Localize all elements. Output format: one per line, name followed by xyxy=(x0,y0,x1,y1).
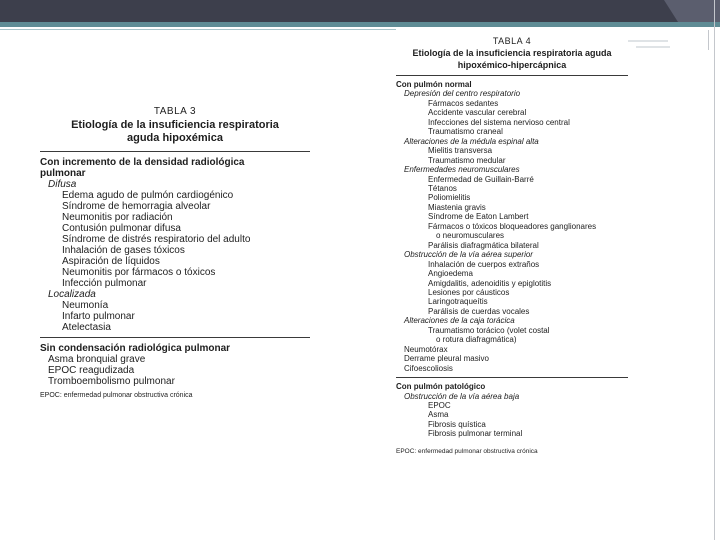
table-4-group-label: Enfermedades neuromusculares xyxy=(404,165,520,175)
table-3-difusa-item: Infección pulmonar xyxy=(62,278,147,289)
table-4-group-item: Parálisis diafragmática bilateral xyxy=(428,240,539,250)
table-4-group-item: Angioedema xyxy=(428,269,473,279)
table-4-group-item: Traumatismo medular xyxy=(428,155,506,165)
table-4-group-item: Miastenia gravis xyxy=(428,202,486,212)
table-3-section-1-line-1: Con incremento de la densidad radiológica xyxy=(40,157,245,168)
table-4-group-item: Traumatismo craneal xyxy=(428,127,503,137)
right-border-tick xyxy=(708,30,709,50)
table-3-section-2-item: Asma bronquial grave xyxy=(48,354,146,365)
table-3-section-2-item: EPOC reagudizada xyxy=(48,365,135,376)
table-3-difusa-item: Aspiración de líquidos xyxy=(62,256,160,267)
table-4-section-2-item: Asma xyxy=(428,410,449,420)
table-4-group-label: Alteraciones de la caja torácica xyxy=(404,316,515,326)
right-border-line xyxy=(714,0,715,540)
table-4-section-2-item: Fibrosis quística xyxy=(428,419,486,429)
table-3-difusa-item: Síndrome de distrés respiratorio del adulto xyxy=(62,234,251,245)
table-4-group-item: Amigdalitis, adenoiditis y epiglotitis xyxy=(428,278,552,288)
table-4-section-1-item: Derrame pleural masivo xyxy=(404,354,489,364)
table-4-section-1-item: Cifoescoliosis xyxy=(404,363,453,373)
table-4-section-2-group-label: Obstrucción de la vía aérea baja xyxy=(404,391,520,401)
table-4-section-2: Con pulmón patológico xyxy=(396,382,486,392)
table-3-title: TABLA 3 xyxy=(153,106,197,117)
table-4-group-item: o neuromusculares xyxy=(436,231,505,241)
table-3-difusa-item: Edema agudo de pulmón cardiogénico xyxy=(62,190,234,201)
deco-line-1 xyxy=(628,40,668,42)
table-3-localizada-label: Localizada xyxy=(48,289,96,300)
deco-line-2 xyxy=(636,46,670,48)
table-4 xyxy=(396,28,628,508)
table-4-group-item: Tétanos xyxy=(428,183,457,193)
table-4-group-item: Inhalación de cuerpos extraños xyxy=(428,259,540,269)
table-4-group-label: Obstrucción de la vía aérea superior xyxy=(404,250,533,260)
title-bar-notch xyxy=(664,0,678,22)
table-3-difusa-item: Neumonitis por radiación xyxy=(62,212,173,223)
title-bar xyxy=(0,0,720,22)
table-4-group-item: o rotura diafragmática) xyxy=(436,335,517,345)
table-4-title: TABLA 4 xyxy=(492,36,532,46)
table-3-difusa-label: Difusa xyxy=(48,179,77,190)
table-4-group-item: Lesiones por cáusticos xyxy=(428,287,510,297)
table-4-group-label: Alteraciones de la médula espinal alta xyxy=(404,136,539,146)
table-4-group-item: Traumatismo torácico (volet costal xyxy=(428,325,550,335)
table-4-subtitle-line-2: hipoxémico-hipercápnica xyxy=(457,60,567,70)
table-3-section-2-item: Tromboembolismo pulmonar xyxy=(48,376,175,387)
table-3-difusa-item: Contusión pulmonar difusa xyxy=(62,223,181,234)
table-3-localizada-item: Neumonía xyxy=(62,300,109,311)
table-3-localizada-item: Infarto pulmonar xyxy=(62,311,135,322)
table-4-group-item: Síndrome de Eaton Lambert xyxy=(428,212,529,222)
table-3 xyxy=(40,100,310,450)
table-3-localizada-item: Atelectasia xyxy=(62,322,111,333)
table-4-group-item: Fármacos o tóxicos bloqueadores ganglionares xyxy=(428,221,597,231)
table-4-group-item: Poliomielitis xyxy=(428,193,471,203)
table-3-difusa-item: Inhalación de gases tóxicos xyxy=(62,245,185,256)
table-3-section-2: Sin condensación radiológica pulmonar xyxy=(40,343,231,354)
table-4-group-item: Laringotraqueítis xyxy=(428,297,488,307)
table-4-subtitle-line-1: Etiología de la insuficiencia respiratoria aguda xyxy=(412,48,612,58)
table-3-subtitle-line-1: Etiología de la insuficiencia respiratoria xyxy=(71,119,279,131)
table-4-group-item: Infecciones del sistema nervioso central xyxy=(428,117,570,127)
table-4-section-1-item: Neumotórax xyxy=(404,344,448,354)
table-4-footnote: EPOC: enfermedad pulmonar obstructiva crónica xyxy=(396,447,538,455)
table-4-section-2-item: Fibrosis pulmonar terminal xyxy=(428,429,523,439)
table-4-group-item: Enfermedad de Guillain-Barré xyxy=(428,174,534,184)
table-4-group-item: Fármacos sedantes xyxy=(428,98,499,108)
table-3-subtitle-line-2: aguda hipoxémica xyxy=(127,132,223,144)
table-4-group-item: Accidente vascular cerebral xyxy=(428,108,527,118)
table-3-difusa-item: Neumonitis por fármacos o tóxicos xyxy=(62,267,216,278)
table-4-section-2-item: EPOC xyxy=(428,400,451,410)
accent-line xyxy=(0,22,720,27)
table-3-footnote: EPOC: enfermedad pulmonar obstructiva crónica xyxy=(40,392,193,399)
accent-line-thin xyxy=(0,29,400,30)
table-4-section-1: Con pulmón normal xyxy=(396,80,472,89)
table-3-section-1-line-2: pulmonar xyxy=(40,168,86,179)
table-4-group-item: Parálisis de cuerdas vocales xyxy=(428,306,530,316)
table-4-group-item: Mielitis transversa xyxy=(428,146,493,156)
table-3-difusa-item: Síndrome de hemorragia alveolar xyxy=(62,201,211,212)
table-4-group-label: Depresión del centro respiratorio xyxy=(404,89,521,99)
